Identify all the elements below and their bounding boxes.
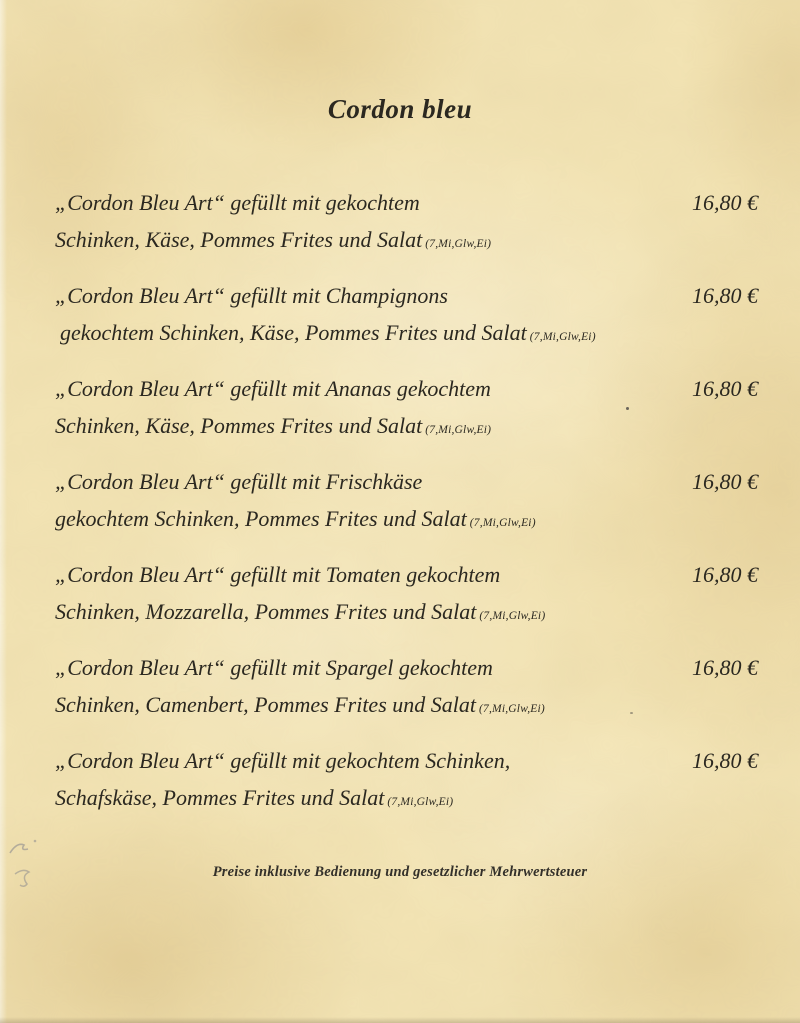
menu-item-line1: „Cordon Bleu Art“ gefüllt mit gekochtem: [55, 190, 420, 215]
menu-item-line1: „Cordon Bleu Art“ gefüllt mit gekochtem Schinken,: [55, 748, 511, 773]
menu-item-description: [55, 463, 536, 542]
menu-item-line2: [55, 593, 545, 635]
menu-item-description: [55, 184, 491, 263]
menu-item-line2: [55, 500, 536, 542]
menu-item-line2: [55, 314, 596, 356]
menu-item-line1: „Cordon Bleu Art“ gefüllt mit Ananas gekochtem: [55, 376, 491, 401]
menu-item-line2-text: gekochtem Schinken, Käse, Pommes Frites und Salat: [60, 320, 527, 345]
menu-item-price: 16,80 €: [692, 562, 758, 587]
page-title: Cordon bleu: [327, 94, 473, 124]
menu-item: [55, 370, 758, 449]
menu-item-price: 16,80 €: [692, 469, 758, 494]
menu-item-line2-text: Schafskäse, Pommes Frites und Salat: [55, 785, 385, 810]
menu-item-line2-text: Schinken, Camenbert, Pommes Frites und Salat: [55, 692, 476, 717]
menu-item-line1: „Cordon Bleu Art“ gefüllt mit Spargel gekochtem: [55, 655, 493, 680]
menu-item: [55, 277, 758, 356]
menu-item-line2: [55, 407, 491, 449]
menu-item-line2: [55, 686, 545, 728]
menu-item: [55, 649, 758, 728]
menu-item-line1: „Cordon Bleu Art“ gefüllt mit Champignons: [55, 283, 448, 308]
menu-item-line2-text: gekochtem Schinken, Pommes Frites und Salat: [55, 506, 467, 531]
menu-item-line2: [55, 221, 491, 263]
allergen-note: (7,Mi,Glw,Ei): [425, 424, 492, 436]
menu-item-price: 16,80 €: [692, 655, 758, 680]
menu-item: [55, 184, 758, 263]
menu-item: [55, 556, 758, 635]
menu-item-description: [55, 556, 545, 635]
menu-item-description: [55, 742, 510, 821]
allergen-note: (7,Mi,Glw,Ei): [529, 331, 596, 343]
allergen-note: (7,Mi,Glw,Ei): [479, 610, 546, 622]
menu-item-line2-text: Schinken, Käse, Pommes Frites und Salat: [55, 413, 423, 438]
pencil-scribble-icon: [13, 866, 43, 892]
menu-item-line2: [55, 779, 510, 821]
footer-note: Preise inklusive Bedienung und gesetzlicher Mehrwertsteuer: [212, 864, 588, 880]
menu-item-price: 16,80 €: [692, 748, 758, 773]
menu-item-line1: „Cordon Bleu Art“ gefüllt mit Frischkäse: [55, 469, 423, 494]
menu-item-price: 16,80 €: [692, 283, 758, 308]
menu-item-price: 16,80 €: [692, 376, 758, 401]
menu-item-price: 16,80 €: [692, 190, 758, 215]
menu-item-line1: „Cordon Bleu Art“ gefüllt mit Tomaten gekochtem: [55, 562, 501, 587]
allergen-note: (7,Mi,Glw,Ei): [479, 703, 545, 715]
menu-item: [55, 742, 758, 821]
menu-item-description: [55, 649, 545, 728]
allergen-note: (7,Mi,Glw,Ei): [425, 238, 492, 250]
allergen-note: (7,Mi,Glw,Ei): [469, 517, 536, 529]
menu-item-line2-text: Schinken, Mozzarella, Pommes Frites und Salat: [55, 599, 477, 624]
menu-item: [55, 463, 758, 542]
menu-item-line2-text: Schinken, Käse, Pommes Frites und Salat: [55, 227, 423, 252]
menu-item-description: [55, 277, 596, 356]
menu-item-description: [55, 370, 491, 449]
scan-speck: [626, 407, 629, 410]
allergen-note: (7,Mi,Glw,Ei): [387, 796, 454, 808]
pencil-scribble-icon: [8, 836, 44, 862]
menu-item-list: [0, 184, 800, 821]
scan-speck: [630, 712, 633, 714]
